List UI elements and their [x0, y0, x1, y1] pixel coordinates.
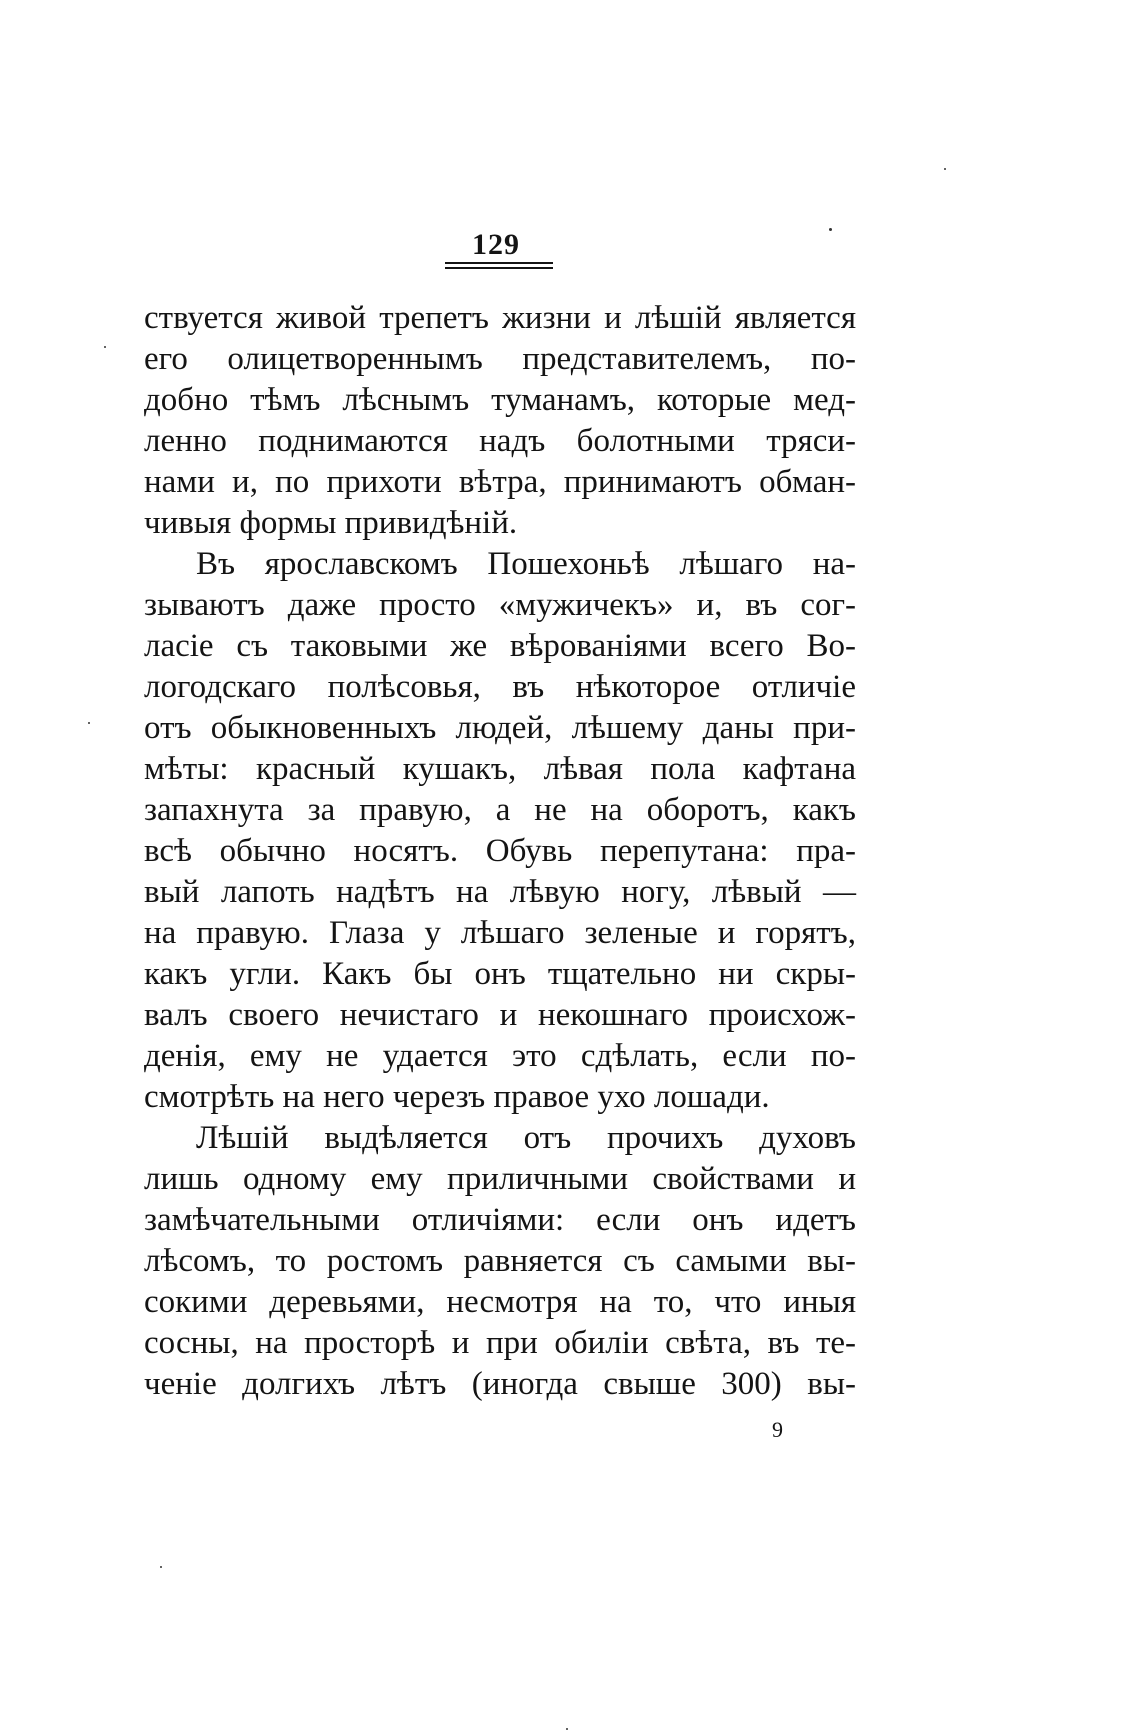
text-line: ласіе съ таковыми же вѣрованіями всего Во- — [144, 628, 856, 664]
body-text — [144, 298, 856, 1405]
text-line: зываютъ даже просто «мужичекъ» и, въ сог- — [144, 587, 856, 623]
text-line: на правую. Глаза у лѣшаго зеленые и горятъ, — [144, 915, 856, 951]
text-line: сокими деревьями, несмотря на то, что иныя — [144, 1284, 856, 1320]
text-line: денія, ему не удается это сдѣлать, если по- — [144, 1038, 856, 1074]
text-line: ченіе долгихъ лѣтъ (иногда свыше 300) вы- — [144, 1366, 856, 1402]
text-line: лѣсомъ, то ростомъ равняется съ самыми вы- — [144, 1243, 856, 1279]
text-line: сосны, на просторѣ и при обиліи свѣта, въ те- — [144, 1325, 856, 1361]
text-line: отъ обыкновенныхъ людей, лѣшему даны при- — [144, 710, 856, 746]
text-line: логодскаго полѣсовья, въ нѣкоторое отличіе — [144, 669, 856, 705]
text-line: его олицетвореннымъ представителемъ, по- — [144, 341, 856, 377]
text-line: валъ своего нечистаго и некошнаго происхож- — [144, 997, 856, 1033]
text-line: добно тѣмъ лѣснымъ туманамъ, которые мед- — [144, 382, 856, 418]
scan-speck — [104, 346, 106, 348]
scan-speck — [944, 168, 946, 170]
text-line: лишь одному ему приличными свойствами и — [144, 1161, 856, 1197]
page-number: 129 — [472, 228, 520, 261]
text-line: смотрѣть на него черезъ правое ухо лошади. — [144, 1079, 770, 1115]
text-line: ствуется живой трепетъ жизни и лѣшій является — [144, 300, 856, 336]
text-line: чивыя формы привидѣній. — [144, 505, 518, 541]
text-line: мѣты: красный кушакъ, лѣвая пола кафтана — [144, 751, 856, 787]
signature-mark: 9 — [772, 1417, 783, 1442]
text-line: ленно поднимаются надъ болотными тряси- — [144, 423, 856, 459]
header-rule-bottom — [445, 267, 553, 269]
text-line: нами и, по прихоти вѣтра, принимаютъ обман- — [144, 464, 856, 500]
text-line: Лѣшій выдѣляется отъ прочихъ духовъ — [196, 1120, 856, 1156]
text-line: запахнута за правую, а не на оборотъ, какъ — [144, 792, 856, 828]
text-line: замѣчательными отличіями: если онъ идетъ — [144, 1202, 856, 1238]
scan-speck — [88, 722, 90, 724]
scan-speck — [566, 1728, 568, 1730]
scan-speck — [829, 228, 832, 231]
text-line: какъ угли. Какъ бы онъ тщательно ни скры- — [144, 956, 856, 992]
text-line: вый лапоть надѣтъ на лѣвую ногу, лѣвый — — [144, 874, 856, 910]
text-line: всѣ обычно носятъ. Обувь перепутана: пра- — [144, 833, 856, 869]
header-rule-top — [445, 262, 553, 264]
scan-speck — [160, 1566, 162, 1568]
text-line: Въ ярославскомъ Пошехоньѣ лѣшаго на- — [196, 546, 856, 582]
